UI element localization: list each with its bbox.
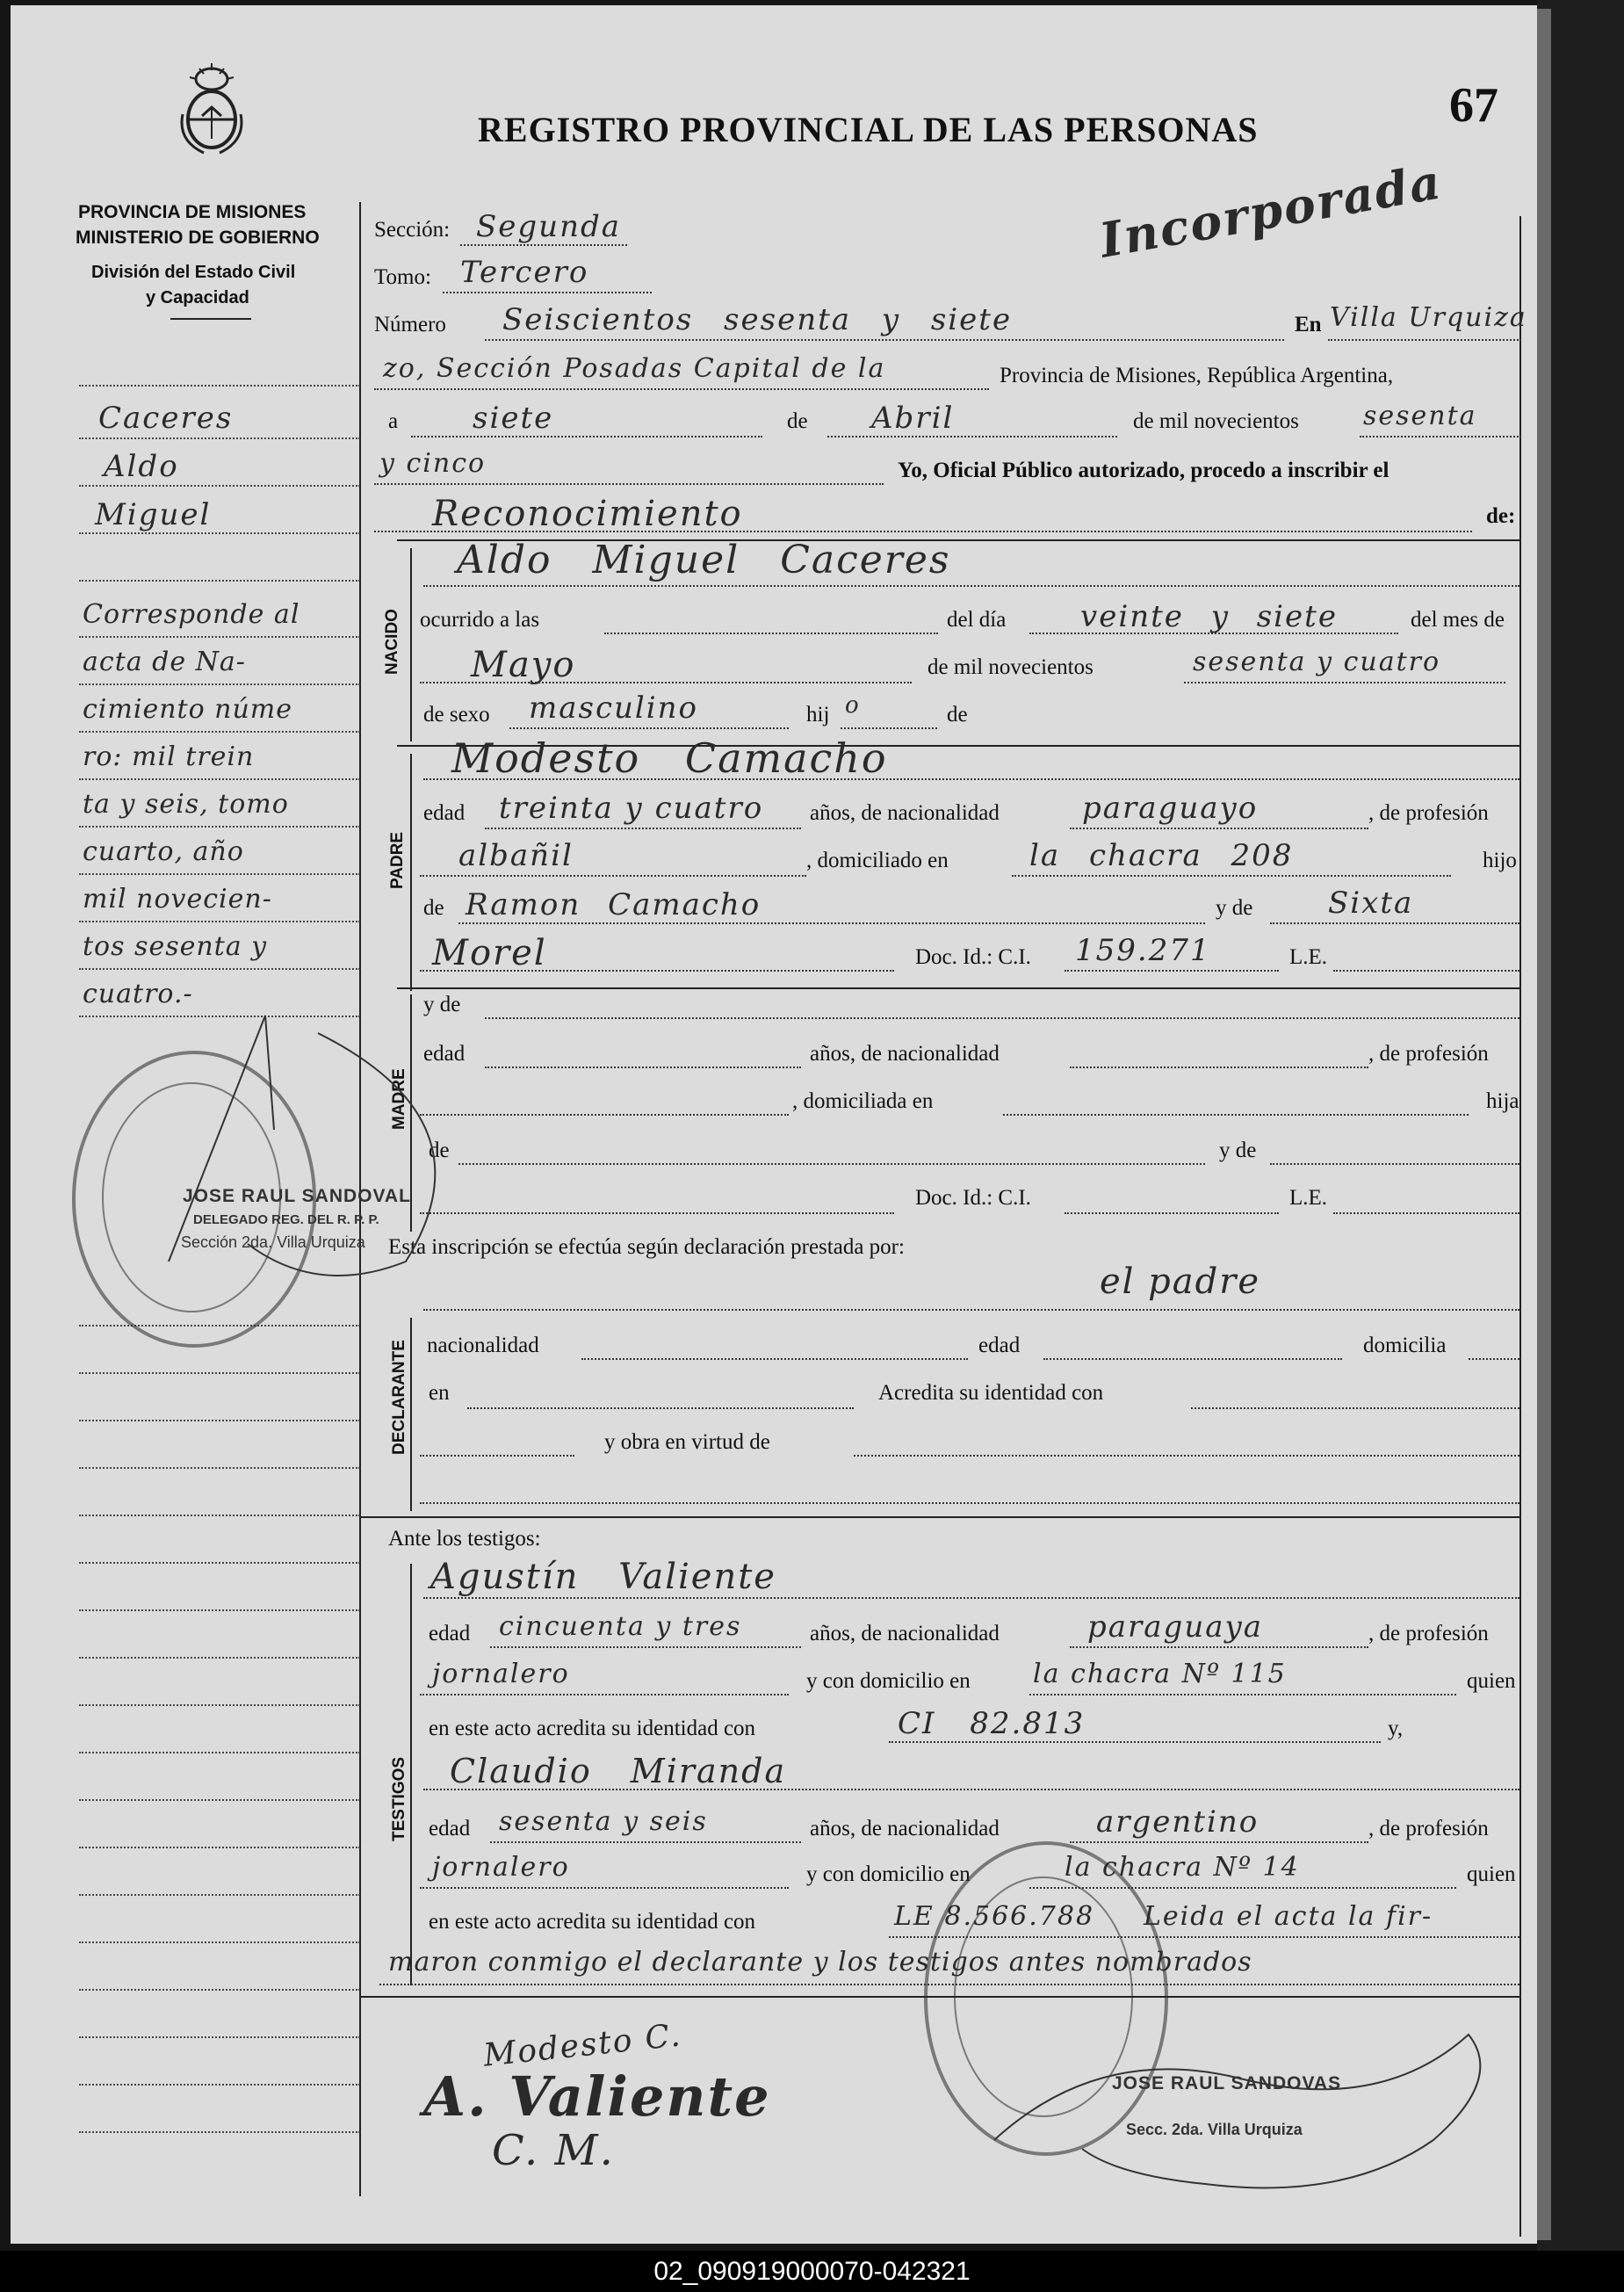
declarante-en-label: en (429, 1381, 450, 1405)
declarante-name: el padre (1100, 1262, 1261, 1302)
madre-name-line (485, 1017, 1519, 1019)
ocurrido-label: ocurrido a las (420, 608, 540, 632)
testigos-intro: Ante los testigos: (388, 1527, 541, 1551)
declarante-signature: Modesto C. (481, 2017, 684, 2074)
testigo1-prof-line (420, 1694, 789, 1696)
margin-line (79, 437, 360, 439)
nacido-anio-value: sesenta y cuatro (1193, 647, 1441, 677)
testigo2-nacionalidad-value: argentino (1096, 1804, 1260, 1840)
margin-line (79, 968, 360, 970)
testigo2-edad-label: edad (429, 1817, 471, 1840)
margin-note-line: Aldo (104, 449, 179, 484)
sexo-line (509, 727, 789, 729)
margin-line (79, 731, 360, 733)
margin-line (79, 385, 360, 387)
madre-anios-label: años, de nacionalidad (810, 1042, 1000, 1066)
seal-official-section-b: Secc. 2da. Villa Urquiza (1126, 2121, 1303, 2138)
testigo1-anios-label: años, de nacionalidad (810, 1622, 1000, 1645)
declarante-en-line (467, 1407, 854, 1409)
testigo1-nac-line (1070, 1646, 1368, 1648)
nacido-dia-value: veinte y siete (1080, 599, 1338, 634)
padre-le-label: L.E. (1289, 945, 1328, 969)
madre-le-label: L.E. (1289, 1186, 1328, 1210)
madre-doc-line (1065, 1212, 1279, 1214)
padre-y-de-value: Sixta (1328, 886, 1414, 921)
madre-edad-label: edad (423, 1042, 466, 1066)
padre-y-de-line (1270, 922, 1519, 924)
margin-note-line: ro: mil trein (83, 741, 255, 772)
testigo1-dom-line (1029, 1694, 1456, 1696)
testigo1-doc-value: CI 82.813 (898, 1706, 1086, 1741)
padre-doc-value: 159.271 (1075, 933, 1211, 968)
nacido-mes-line (420, 682, 912, 683)
provincia-text: Provincia de Misiones, República Argentina, (1000, 364, 1394, 387)
dia-line (411, 436, 762, 437)
del-dia-label: del día (947, 608, 1007, 632)
padre-doc-label: Doc. Id.: C.I. (915, 945, 1031, 969)
margin-line (79, 485, 360, 487)
declarante-domicilio-label: domicilia (1363, 1334, 1447, 1357)
declarante-obra-pre-line (420, 1455, 574, 1457)
numero-label: Número (374, 313, 446, 336)
padre-name-line (423, 778, 1519, 780)
de-label: de (787, 409, 808, 433)
margin-line (79, 778, 360, 780)
testigo1-quien-label: quien (1467, 1669, 1516, 1693)
margin-note-line: ta y seis, tomo (83, 789, 289, 820)
margin-note-line: acta de Na- (83, 647, 246, 677)
padre-domicilio-label: , domiciliado en (806, 849, 949, 872)
margin-line (79, 580, 360, 582)
madre-y-de2-line (1270, 1163, 1519, 1165)
en-continued: zo, Sección Posadas Capital de la (383, 353, 886, 384)
scan-edge-strip (1537, 9, 1551, 2240)
seal-official-name-b: JOSE RAUL SANDOVAS (1112, 2073, 1342, 2093)
margin-note-line: Corresponde al (83, 599, 300, 630)
margin-note-line: cuarto, año (83, 836, 244, 867)
declarante-edad-label: edad (978, 1334, 1021, 1357)
declarante-nac-line (581, 1358, 968, 1360)
nacido-divider (410, 548, 412, 741)
declarante-intro: Esta inscripción se efectúa según declaración prestada por: (388, 1235, 905, 1259)
sexo-value: masculino (529, 690, 699, 726)
padre-de-label: de (423, 896, 444, 920)
anio-cont-line (374, 483, 884, 485)
declarante-acredita-label: Acredita su identidad con (878, 1381, 1104, 1405)
acto-value: Reconocimiento (432, 494, 743, 534)
madre-top-rule (397, 987, 1519, 989)
en-cont-line (374, 388, 989, 390)
anio-line (1360, 436, 1521, 437)
margin-line (79, 1989, 360, 1991)
testigo2-anios-label: años, de nacionalidad (810, 1817, 1000, 1840)
nacido-mil-label: de mil novecientos (927, 655, 1093, 679)
padre-nac-line (1070, 828, 1368, 829)
padre-domicilio-value: la chacra 208 (1029, 838, 1294, 873)
padre-dom-line (1012, 875, 1451, 877)
agency-line2: MINISTERIO DE GOBIERNO (76, 228, 320, 248)
page-number: 67 (1449, 78, 1498, 133)
padre-edad-value: treinta y cuatro (499, 791, 764, 826)
seccion-label: Sección: (374, 218, 451, 242)
testigo2-prof-line (420, 1887, 789, 1889)
padre-divider (410, 754, 412, 991)
margin-line (79, 1609, 360, 1611)
margin-line (79, 1562, 360, 1564)
padre-y-de-continued: Morel (432, 933, 547, 973)
testigo1-name-line (423, 1597, 1519, 1599)
margin-line (79, 1515, 360, 1516)
testigo2-quien-label: quien (1467, 1862, 1516, 1886)
margin-note-line: cimiento núme (83, 694, 293, 725)
testigo1-edad-label: edad (429, 1622, 471, 1645)
registry-page (11, 5, 1537, 2244)
padre-doc-line (1065, 970, 1279, 972)
testigo1-edad-value: cincuenta y tres (499, 1611, 742, 1642)
nacido-mes-value: Mayo (471, 645, 576, 685)
margin-line (79, 2131, 360, 2133)
madre-domicilio-label: , domiciliada en (792, 1089, 934, 1113)
nacido-anio-line (1184, 682, 1505, 683)
ocurrido-line (604, 633, 938, 634)
padre-name: Modesto Camacho (451, 734, 888, 782)
tomo-line (443, 292, 652, 293)
margin-line (79, 873, 360, 875)
form-right-border (1519, 216, 1521, 2237)
testigos-top-rule (360, 1516, 1519, 1518)
madre-y-de2-label: y de (1219, 1139, 1257, 1162)
padre-de-line (458, 922, 1205, 924)
padre-y-de-label: y de (1216, 896, 1253, 920)
margin-note-line: Miguel (95, 497, 212, 532)
declarante-acredita-line (1191, 1407, 1519, 1409)
testigos-divider (410, 1564, 412, 1985)
madre-de-label: de (429, 1139, 450, 1162)
margin-line (79, 1372, 360, 1374)
numero-line (485, 339, 1284, 341)
padre-le-line (1333, 970, 1519, 972)
en-line (1328, 339, 1521, 341)
padre-profesion-value: albañil (458, 838, 574, 873)
madre-le-line (1333, 1212, 1519, 1214)
padre-nacionalidad-value: paraguayo (1082, 791, 1259, 826)
testigo2-profesion-value: jornalero (432, 1852, 570, 1883)
margin-note-line: mil novecien- (83, 884, 272, 915)
margin-line (79, 683, 360, 685)
agency-underline (170, 318, 251, 320)
margin-scribble-icon (142, 998, 581, 1297)
testigo2-acredita-label: en este acto acredita su identidad con (429, 1910, 756, 1934)
hijo-label: hij (806, 703, 830, 727)
madre-y-de-label: y de (423, 993, 461, 1016)
mil-label: de mil novecientos (1133, 409, 1299, 433)
madre-doc-label: Doc. Id.: C.I. (915, 1186, 1031, 1210)
en-value: Villa Urquiza (1330, 302, 1527, 333)
margin-line (79, 1752, 360, 1753)
madre-hija-label: hija (1486, 1089, 1519, 1113)
margin-line (79, 826, 360, 828)
margin-note-line: tos sesenta y (83, 931, 268, 962)
margin-line (79, 636, 360, 638)
tomo-label: Tomo: (374, 265, 431, 289)
padre-anios-label: años, de nacionalidad (810, 801, 1000, 825)
margin-line (79, 1657, 360, 1659)
testigo1-edad-line (490, 1646, 801, 1648)
madre-dom-line (1003, 1114, 1469, 1116)
padre-section-label: PADRE (388, 831, 407, 889)
cierre-line-b: maron conmigo el declarante y los testigos antes nombrados (388, 1947, 1252, 1977)
agency-line3: División del Estado Civil (91, 263, 296, 282)
testigo1-profesion-value: jornalero (432, 1659, 570, 1689)
tomo-value: Tercero (460, 255, 589, 290)
madre-section-label: MADRE (390, 1068, 408, 1130)
padre-prof-line (420, 875, 806, 877)
padre-edad-label: edad (423, 801, 466, 825)
madre-nac-line (1070, 1066, 1368, 1068)
coat-of-arms-icon (177, 61, 246, 158)
declarante-edad-line (1043, 1358, 1342, 1360)
testigo1-name: Agustín Valiente (430, 1557, 776, 1597)
margin-line (79, 921, 360, 922)
seal-official-section: Sección 2da. Villa Urquiza (181, 1233, 365, 1251)
hijo-value: o (845, 692, 861, 719)
padre-cont-line (420, 970, 894, 972)
margin-line (79, 1420, 360, 1421)
margin-line (79, 532, 360, 534)
margin-line (79, 2084, 360, 2086)
nacido-name: Aldo Miguel Caceres (457, 538, 951, 582)
seccion-value: Segunda (476, 209, 622, 244)
testigo-signature: A. Valiente (423, 2064, 771, 2129)
seccion-line (460, 244, 627, 246)
de-colon: de: (1486, 504, 1516, 528)
testigo2-edad-value: sesenta y seis (499, 1806, 708, 1837)
margin-note-line: cuatro.- (83, 979, 193, 1009)
agency-line1: PROVINCIA DE MISIONES (78, 202, 307, 222)
nacido-name-line (423, 585, 1519, 587)
mark-signature: C. M. (492, 2126, 615, 2175)
numero-value: Seiscientos sesenta y siete (502, 302, 1013, 337)
margin-note-line: Caceres (98, 401, 234, 436)
testigo1-domicilio-value: la chacra Nº 115 (1033, 1659, 1287, 1689)
mes-line (827, 436, 1117, 437)
declarante-extra-line (420, 1502, 1519, 1504)
testigo1-nacionalidad-value: paraguaya (1087, 1609, 1263, 1645)
testigo1-profesion-label: , de profesión (1368, 1622, 1489, 1645)
declarante-obra-label: y obra en virtud de (604, 1430, 770, 1454)
declarante-obra-line (854, 1455, 1519, 1457)
acto-line (374, 531, 1472, 532)
declarante-nacionalidad-label: nacionalidad (427, 1334, 539, 1357)
testigo2-doc-value: LE 8.566.788 (894, 1901, 1095, 1932)
padre-de-value: Ramon Camacho (466, 887, 761, 922)
oficial-text: Yo, Oficial Público autorizado, procedo a inscribir el (898, 459, 1389, 482)
margin-line (79, 1941, 360, 1943)
testigo2-edad-line (490, 1841, 801, 1843)
en-label: En (1295, 313, 1322, 336)
testigo1-domicilio-label: y con domicilio en (806, 1669, 971, 1693)
margin-line (79, 1847, 360, 1848)
annotation-incorporada: Incorporada (1095, 153, 1447, 269)
declarante-dom-line (1469, 1358, 1519, 1360)
nacido-section-label: NACIDO (383, 609, 401, 675)
testigo2-profesion-label: , de profesión (1368, 1817, 1489, 1840)
testigo2-name: Claudio Miranda (450, 1752, 787, 1790)
testigo1-acredita-label: en este acto acredita su identidad con (429, 1717, 756, 1740)
declarante-name-line (423, 1309, 1519, 1311)
margin-line (79, 1799, 360, 1801)
anio-continued: y cinco (379, 448, 487, 479)
image-id-footer: 02_090919000070-042321 (0, 2251, 1624, 2292)
a-label: a (388, 409, 399, 433)
declarante-section-label: DECLARANTE (390, 1340, 408, 1455)
del-mes-label: del mes de (1411, 608, 1505, 632)
margin-line (79, 1894, 360, 1896)
testigo2-domicilio-label: y con domicilio en (806, 1862, 971, 1886)
signature-scribble-icon (977, 2008, 1521, 2210)
madre-profesion-label: , de profesión (1368, 1042, 1489, 1066)
padre-profesion-label: , de profesión (1368, 801, 1489, 825)
seal-official-title: DELEGADO REG. DEL R. P. P. (193, 1212, 379, 1227)
agency-line4: y Capacidad (146, 288, 249, 307)
testigos-section-label: TESTIGOS (390, 1756, 408, 1841)
margin-line (79, 1467, 360, 1469)
margin-line (79, 2036, 360, 2038)
anio-value: sesenta (1363, 401, 1477, 431)
padre-hijo-label: hijo (1483, 849, 1517, 872)
seal-official-name: JOSE RAUL SANDOVAL (183, 1186, 411, 1206)
dia-value: siete (473, 401, 554, 436)
testigo2-domicilio-value: la chacra Nº 14 (1065, 1852, 1300, 1883)
padre-edad-line (485, 828, 801, 829)
declarante-divider (410, 1318, 412, 1511)
hijo-line (841, 727, 937, 729)
cierre-line-a: Leida el acta la fir- (1144, 1901, 1433, 1932)
testigo2-name-line (423, 1789, 1519, 1790)
testigo1-y-label: y, (1388, 1717, 1404, 1740)
sexo-label: de sexo (423, 703, 490, 727)
mes-value: Abril (871, 401, 955, 436)
scan-edge (1537, 0, 1624, 2251)
testigo2-nac-line (1070, 1841, 1368, 1843)
nacido-de-label: de (947, 703, 968, 727)
testigo1-doc-line (889, 1741, 1381, 1743)
margin-line (79, 1704, 360, 1706)
page-title: REGISTRO PROVINCIAL DE LAS PERSONAS (478, 110, 1259, 149)
